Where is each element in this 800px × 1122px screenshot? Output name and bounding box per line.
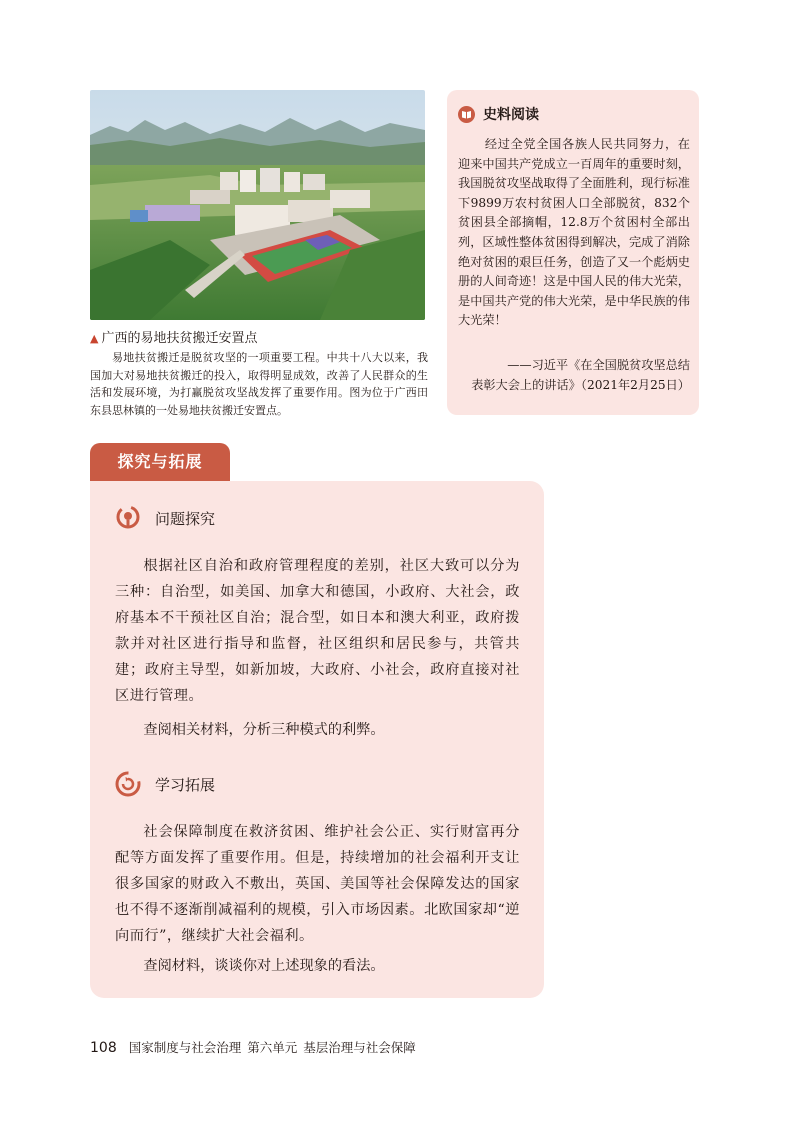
- historical-reading-header: [458, 104, 539, 124]
- photo-caption-body: 易地扶贫搬迁是脱贫攻坚的一项重要工程。中共十八大以来，我国加大对易地扶贫搬迁的投入，取得明显成效，改善了人民群众的生活和发展环境，为打赢脱贫攻坚战发挥了重要作用。图为位于广西田东县思林镇的一处易地扶贫搬迁安置点。: [90, 351, 428, 417]
- inquiry-text: 根据社区自治和政府管理程度的差别，社区大致可以分为三种：自治型，如美国、加拿大和德国，小政府、大社会，政府基本不干预社区自治；混合型，如日本和澳大利亚，政府拨款并对社区进行指导和监督，社区组织和居民参与，共管共建；政府主导型，如新加坡，大政府、小社会，政府直接对社区进行管理。: [115, 558, 520, 704]
- explore-extend-box: [90, 481, 544, 998]
- historical-reading-title: 史料阅读: [483, 107, 539, 123]
- inquiry-title: 问题探究: [155, 509, 216, 528]
- book-title: 国家制度与社会治理: [128, 1040, 242, 1055]
- photo-caption-title: [90, 330, 430, 348]
- inquiry-task: 查阅相关材料，分析三种模式的利弊。: [143, 722, 385, 738]
- citation-line-1: ——习近平《在全国脱贫攻坚总结: [507, 358, 690, 372]
- inquiry-header: [115, 505, 215, 531]
- page-footer: [90, 1038, 416, 1056]
- historical-reading-text: 经过全党全国各族人民共同努力，在迎来中国共产党成立一百周年的重要时刻，我国脱贫攻坚战取得了全面胜利，现行标准下9899万农村贫困人口全部脱贫，832个贫困县全部摘帽，12.8万个贫困村全部出列，区域性整体贫困得到解决，完成了消除绝对贫困的艰巨任务，创造了又一个彪炳史册的人间奇迹！这是中国人民的伟大光荣，是中国共产党的伟大光荣，是中华民族的伟大光荣！: [458, 137, 690, 328]
- caption-title-text: 广西的易地扶贫搬迁安置点: [101, 331, 258, 346]
- unit-title: 基层治理与社会保障: [303, 1040, 416, 1055]
- inquiry-icon: [115, 505, 141, 531]
- aerial-photo-resettlement-site: [90, 90, 425, 320]
- book-icon: [458, 106, 475, 123]
- extension-icon: [115, 771, 141, 797]
- triangle-marker-icon: ▲: [90, 332, 99, 345]
- resettlement-photo: [90, 90, 425, 320]
- page-number: 108: [90, 1040, 117, 1056]
- unit-number: 第六单元: [247, 1040, 298, 1055]
- extension-title: 学习拓展: [155, 775, 216, 794]
- citation-line-2: 表彰大会上的讲话》（2021年2月25日）: [471, 378, 690, 392]
- extension-task: 查阅材料，谈谈你对上述现象的看法。: [143, 958, 385, 974]
- section-tab-explore-extend: 探究与拓展: [90, 443, 230, 481]
- extension-header: [115, 771, 215, 797]
- extension-text: 社会保障制度在救济贫困、维护社会公正、实行财富再分配等方面发挥了重要作用。但是，持续增加的社会福利开支让很多国家的财政入不敷出，英国、美国等社会保障发达的国家也不得不逐渐削减福利的规模，引入市场因素。北欧国家却“逆向而行”，继续扩大社会福利。: [115, 824, 520, 944]
